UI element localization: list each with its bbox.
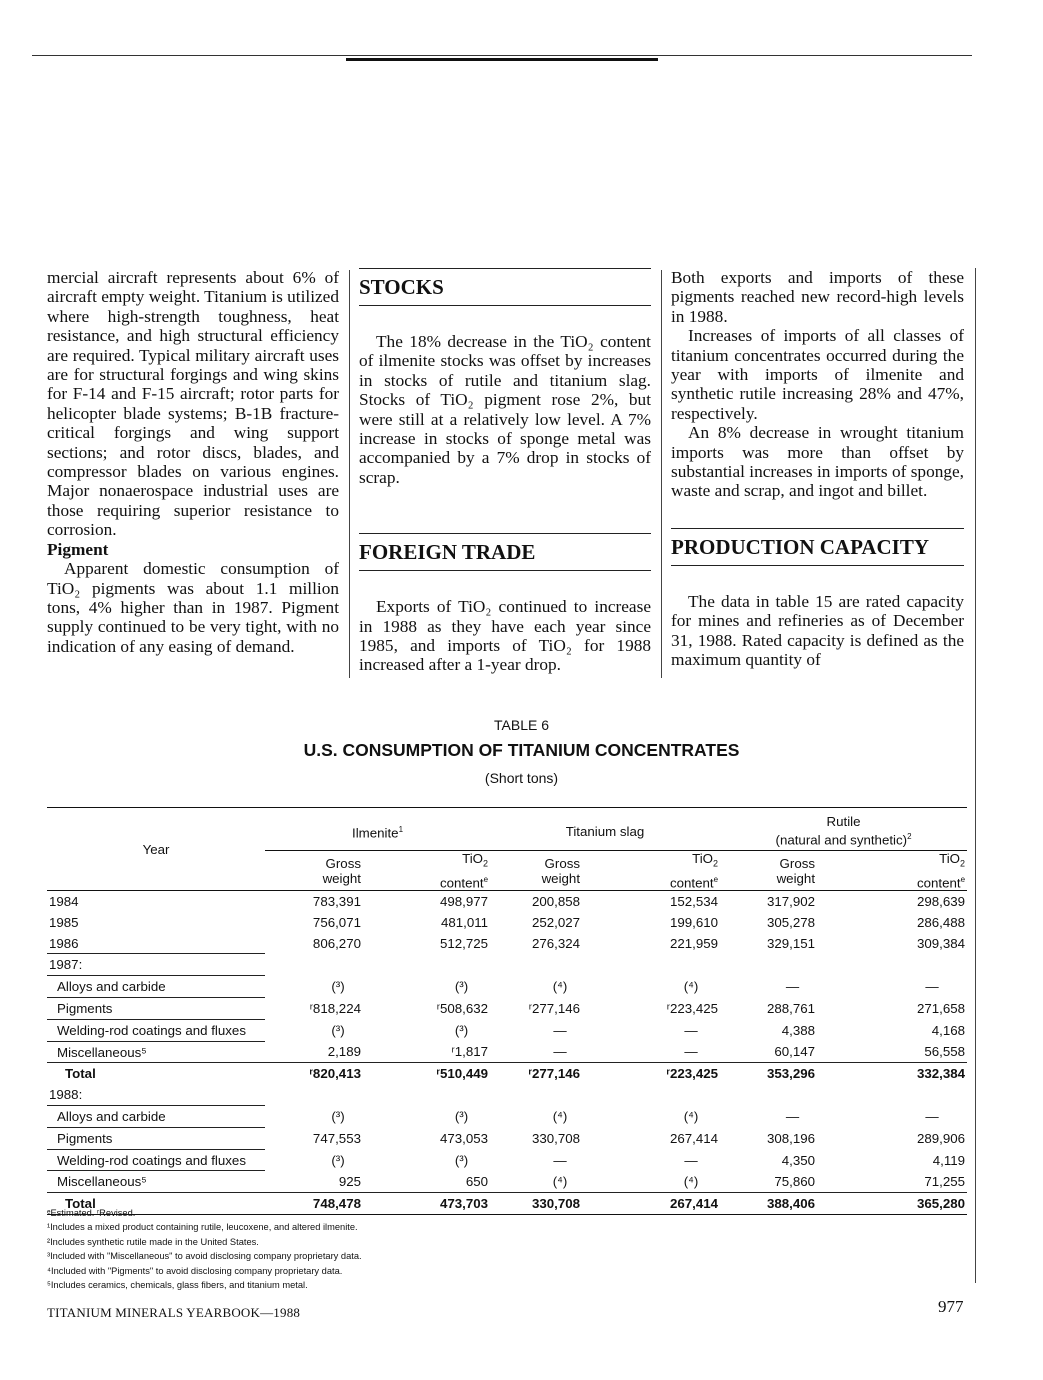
footnote: ¹Includes a mixed product containing rutile, leucoxene, and altered ilmenite.: [47, 1222, 358, 1233]
table-cell: [375, 954, 490, 976]
table-cell: 298,639: [916, 893, 966, 909]
table-cell: 4,119: [932, 1152, 966, 1168]
table-row: [47, 976, 967, 998]
table-cell: [839, 954, 967, 976]
top-rule-accent: [346, 58, 658, 61]
row-label: 1984: [49, 893, 79, 909]
row-label: Pigments: [47, 1127, 265, 1149]
table-row: [47, 1106, 967, 1128]
table-cell: —: [925, 1108, 939, 1124]
table-cell: (³): [331, 1108, 345, 1124]
row-label: Welding-rod coatings and fluxes: [47, 1019, 265, 1041]
table-row: [47, 998, 967, 1020]
paragraph: mercial aircraft represents about 6% of aircraft empty weight. Titanium is utilized where high-strength toughness, heat resistance, and high structural efficiency are required. Typical military aircraft uses are for structural forgings and wing skins for F-14 and F-15 aircraft; rotor parts for helicopter blade systems; B-1B fracture-critical forgings and wing support sections; and rotor discs, blades, and compressor blades on various engines. Major nonaerospace industrial uses are those requiring superior resistance to corrosion.: [47, 268, 339, 540]
table-cell: —: [553, 1152, 567, 1168]
table-footnotes: [47, 1206, 362, 1292]
table-cell: [375, 1084, 490, 1105]
table-cell: (³): [454, 979, 469, 995]
table-cell: ʳ223,425: [604, 1063, 720, 1084]
table-cell: ʳ820,413: [265, 1063, 375, 1084]
table-row: [47, 1041, 967, 1063]
table-row: [47, 954, 967, 976]
stocks-heading: STOCKS: [359, 268, 651, 306]
table-cell: ʳ277,146: [528, 1000, 581, 1016]
table-cell: 365,280: [839, 1193, 967, 1215]
paragraph: Exports of TiO₂ continued to increase in 1988 as they have each year since 1985, and imports of TiO₂ for 1988 increased after a 1-year drop.: [359, 597, 651, 675]
table-cell: 388,406: [720, 1193, 839, 1215]
table-row: [47, 1019, 967, 1041]
gross-weight-header: Gross weight: [322, 855, 361, 886]
page-number: 977: [938, 1297, 964, 1316]
table-cell: (⁴): [552, 1108, 568, 1124]
table-row: [47, 1127, 967, 1149]
table-cell: (³): [331, 1022, 345, 1038]
row-label: Pigments: [47, 998, 265, 1020]
table-cell: 330,708: [531, 1130, 581, 1146]
row-label: Total: [65, 1196, 96, 1212]
column-divider: [349, 270, 350, 678]
table-cell: —: [684, 1152, 698, 1168]
pigment-heading: Pigment: [47, 539, 109, 559]
table-cell: 473,703: [375, 1193, 490, 1215]
table-cell: (³): [454, 1152, 469, 1168]
table-cell: 4,388: [781, 1022, 816, 1038]
row-label: Alloys and carbide: [47, 1106, 265, 1128]
table-cell: 512,725: [439, 935, 489, 951]
table-body: [47, 891, 967, 1215]
table-cell: 267,414: [604, 1193, 720, 1215]
table-cell: 60,147: [774, 1044, 816, 1060]
text-column-1: [47, 268, 339, 656]
table-cell: ʳ1,817: [451, 1044, 489, 1060]
table-cell: —: [684, 1022, 698, 1038]
top-rule: [32, 55, 972, 56]
table-cell: 481,011: [440, 914, 489, 930]
table-cell: 2,189: [327, 1044, 361, 1060]
table-row: [47, 912, 967, 933]
table-cell: [265, 1084, 375, 1105]
row-label: Alloys and carbide: [47, 976, 265, 998]
table-cell: [265, 954, 375, 976]
table-row: [47, 1171, 967, 1193]
table-cell: 71,255: [924, 1174, 966, 1190]
table-cell: 200,858: [531, 893, 581, 909]
table-cell: —: [785, 1108, 800, 1124]
table-title: U.S. CONSUMPTION OF TITANIUM CONCENTRATES: [303, 740, 740, 760]
table-cell: [720, 1084, 839, 1105]
table-cell: 221,959: [669, 935, 719, 951]
titanium-slag-header: Titanium slag: [490, 808, 720, 851]
table-cell: 783,391: [312, 893, 361, 909]
table-cell: 329,151: [766, 935, 816, 951]
year-header: Year: [142, 841, 170, 857]
footnote: ²Includes synthetic rutile made in the United States.: [47, 1236, 259, 1247]
table-cell: 473,053: [439, 1130, 489, 1146]
table-cell: —: [925, 979, 939, 995]
table-cell: 152,534: [669, 893, 719, 909]
table-cell: 4,350: [781, 1152, 816, 1168]
table-cell: (³): [454, 1022, 469, 1038]
table-row: [47, 1149, 967, 1171]
row-label: 1985: [49, 914, 79, 930]
footnote: ᵉEstimated. ʳRevised.: [47, 1208, 136, 1218]
gross-weight-header: Gross weight: [541, 855, 581, 886]
table-unit: (Short tons): [484, 770, 559, 786]
table-cell: 806,270: [312, 935, 361, 951]
tio2-content-header: TiO$_2$ content$^e$: [916, 851, 966, 891]
table-cell: 289,906: [916, 1130, 966, 1146]
table-cell: 199,610: [669, 914, 719, 930]
table-cell: [490, 1084, 604, 1105]
table-number: TABLE 6: [494, 717, 549, 733]
rutile-header: Rutile (natural and synthetic)$^2$: [720, 808, 967, 851]
paragraph: Increases of imports of all classes of titanium concentrates occurred during the year with imports of ilmenite and synthetic rutile increasing 28% and 47%, respectively.: [671, 326, 964, 423]
header-row: [47, 808, 967, 851]
table-cell: —: [684, 1044, 698, 1060]
gross-weight-header: Gross weight: [776, 855, 816, 886]
table-cell: 756,071: [312, 914, 361, 930]
paragraph: The 18% decrease in the TiO₂ content of ilmenite stocks was offset by increases in stocks of rutile and titanium slag. Stocks of TiO₂ pigment rose 2%, but were still at a relatively low level. A 7% increase in stocks of sponge metal was accompanied by a 7% drop in stocks of scrap.: [359, 332, 651, 487]
table-cell: 748,478: [265, 1193, 375, 1215]
footnote: ⁴Included with "Pigments" to avoid disclosing company proprietary data.: [47, 1265, 343, 1276]
row-label: Miscellaneous⁵: [47, 1041, 265, 1063]
consumption-table: [47, 807, 967, 1215]
table-cell: 317,902: [766, 893, 816, 909]
row-label: 1987:: [47, 954, 265, 976]
table-cell: [720, 954, 839, 976]
tio2-content-header: TiO$_2$ content$^e$: [439, 851, 489, 891]
column-divider: [661, 270, 662, 678]
table-cell: ʳ510,449: [375, 1063, 490, 1084]
table-cell: 305,278: [766, 914, 816, 930]
table-cell: (⁴): [683, 1108, 699, 1124]
table-cell: 267,414: [669, 1130, 719, 1146]
row-label: Welding-rod coatings and fluxes: [47, 1149, 265, 1171]
table-cell: 4,168: [931, 1022, 966, 1038]
table-cell: (⁴): [683, 1174, 699, 1190]
table-cell: 332,384: [839, 1063, 967, 1084]
table-row: [47, 1084, 967, 1105]
table-cell: (³): [331, 1152, 345, 1168]
table-cell: 308,196: [766, 1130, 816, 1146]
paragraph: Both exports and imports of these pigments reached new record-high levels in 1988.: [671, 268, 964, 326]
table-cell: 498,977: [439, 893, 489, 909]
ilmenite-header: Ilmenite$^1$: [265, 808, 490, 851]
table-cell: (⁴): [683, 979, 699, 995]
row-label: 1988:: [47, 1084, 265, 1105]
table-cell: 56,558: [924, 1044, 966, 1060]
table-cell: [604, 1084, 720, 1105]
table-cell: 75,860: [774, 1174, 816, 1190]
row-label: Total: [65, 1066, 96, 1082]
table-cell: (⁴): [552, 979, 568, 995]
row-label: 1986: [47, 933, 265, 954]
paragraph: The data in table 15 are rated capacity for mines and refineries as of December 31, 1988. Rated capacity is defined as the maximum quantity of: [671, 591, 964, 670]
table-cell: ʳ277,146: [490, 1063, 604, 1084]
table-cell: (³): [454, 1108, 469, 1124]
table-cell: (³): [331, 979, 345, 995]
footnote: ⁵Includes ceramics, chemicals, glass fibers, and titanium metal.: [47, 1280, 308, 1291]
table-cell: 353,296: [720, 1063, 839, 1084]
table-cell: 252,027: [531, 914, 581, 930]
table-cell: —: [785, 979, 800, 995]
table-row: [47, 933, 967, 954]
text-column-2: [359, 268, 651, 675]
foreign-trade-heading: FOREIGN TRADE: [359, 533, 651, 571]
production-capacity-heading: PRODUCTION CAPACITY: [671, 528, 964, 566]
text-column-3: [671, 268, 964, 670]
table-cell: ʳ818,224: [309, 1000, 361, 1016]
table-cell: 286,488: [916, 914, 966, 930]
table-cell: —: [553, 1044, 567, 1060]
table-cell: 288,761: [766, 1000, 816, 1016]
tio2-content-header: TiO$_2$ content$^e$: [669, 851, 719, 891]
paragraph: Apparent domestic consumption of TiO₂ pigments was about 1.1 million tons, 4% higher than in 1987. Pigment supply continued to be very tight, with no indication of any easing of demand.: [47, 559, 339, 656]
table-cell: —: [553, 1022, 567, 1038]
table-cell: 276,324: [531, 935, 581, 951]
table-cell: [839, 1084, 967, 1105]
paragraph: An 8% decrease in wrought titanium imports was more than offset by substantial increases in imports of sponge, waste and scrap, and ingot and billet.: [671, 423, 964, 501]
table-cell: ʳ508,632: [436, 1000, 489, 1016]
table-cell: 650: [465, 1174, 489, 1190]
row-label: Miscellaneous⁵: [47, 1171, 265, 1193]
running-footer-title: TITANIUM MINERALS YEARBOOK—1988: [47, 1305, 301, 1320]
footnote: ³Included with "Miscellaneous" to avoid disclosing company proprietary data.: [47, 1251, 362, 1262]
table-cell: 309,384: [916, 935, 966, 951]
table-cell: 271,658: [916, 1000, 966, 1016]
table-cell: [490, 954, 604, 976]
table-cell: 330,708: [490, 1193, 604, 1215]
table-row: [47, 1063, 967, 1084]
table-cell: (⁴): [552, 1174, 568, 1190]
table-cell: [604, 954, 720, 976]
table-cell: 747,553: [312, 1130, 361, 1146]
table-cell: 925: [338, 1174, 361, 1190]
table-row: [47, 891, 967, 912]
table-cell: ʳ223,425: [666, 1000, 719, 1016]
